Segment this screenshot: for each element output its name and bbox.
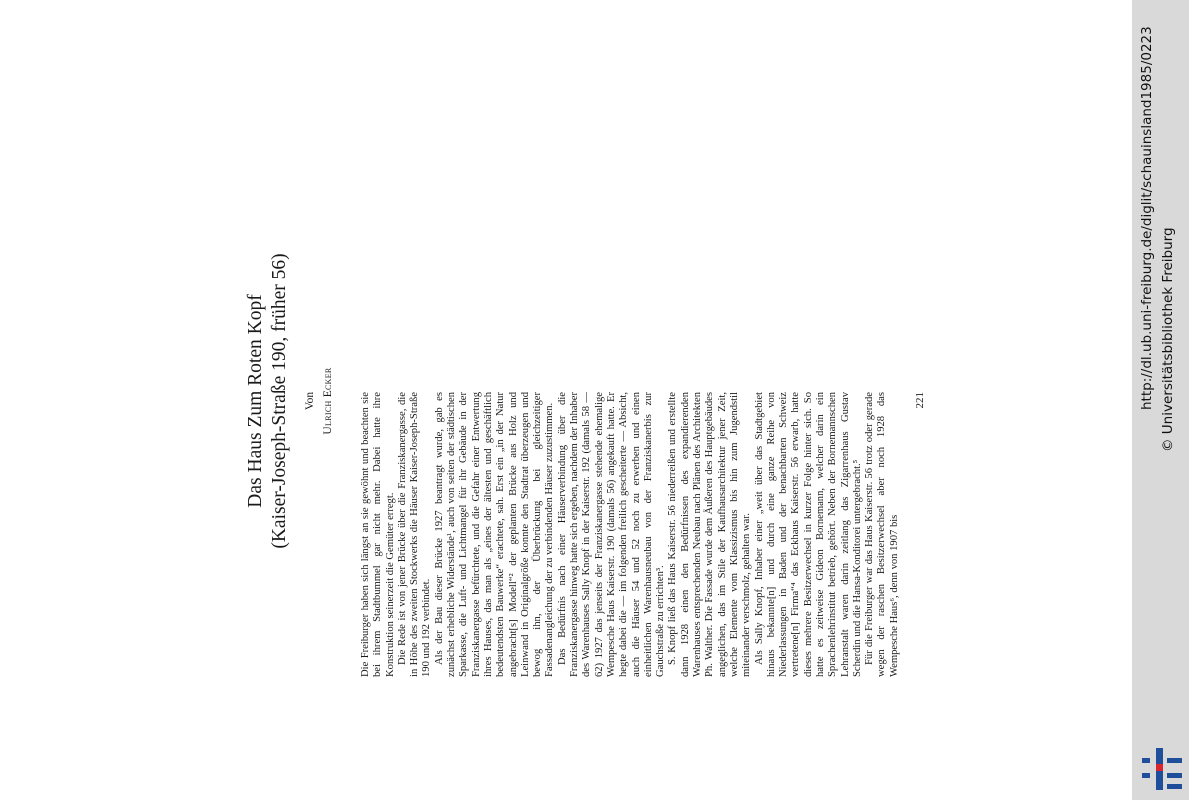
article-title: Das Haus Zum Roten Kopf: [245, 294, 266, 508]
source-url-link[interactable]: http://dl.ub.uni-freiburg.de/diglit/schauinsland1985/0223: [1139, 26, 1155, 410]
library-logo-icon: [1140, 746, 1184, 792]
paragraph: Die Freiburger haben sich längst an sie gewöhnt und beachten sie bei ihrem Stadtbummel gar nicht mehr. Dabei hatte ihre Konstruktion seinerzeit die Gemüter erregt.: [360, 392, 396, 677]
page-number: 221: [914, 392, 926, 409]
paragraph: Für die Freiburger war das Haus Kaiserstr. 56 trotz oder gerade wegen der raschen Besitzerwechsel aber noch 1928 das Wempesche Haus⁶, denn von 1907 bis: [864, 392, 900, 677]
byline-von: Von: [304, 391, 316, 411]
article-block: [244, 125, 944, 677]
paragraph: Als der Bau dieser Brücke 1927 beantragt wurde, gab es zunächst erhebliche Widerstände¹, auch von seiten der städtischen Sparkasse, die Luft- und Lichtmangel für ihr Gebäude in der Franziskanergasse befürchtete, und die Gefahr einer Entwertung ihres Hauses, das man als „eines der ältesten und geschäftlich bedeutendsten Bauwerke“ erachtete, sah. Erst ein „in der Natur angebracht[s] Modell“² der geplanten Brücke aus Holz und Leinwand in Originalgröße konnte den Stadtrat überzeugen und bewog ihn, der Überbrückung bei gleichzeitiger Fassadenangleichung der zu verbindenden Häuser zuzustimmen.: [433, 392, 556, 677]
article-subtitle: (Kaiser-Joseph-Straße 190, früher 56): [269, 253, 290, 549]
paragraph: S. Knopf ließ das Haus Kaiserstr. 56 niederreißen und erstellte dann 1928 einen den Bedürfnissen des expandierenden Warenhauses entsprechenden Neubau nach Plänen des Architekten Ph. Walther. Die Fassade wurde dem Äußeren des Hauptgebäudes angeglichen, das im Stile der Kaufhausarchitektur jener Zeit, welche Elemente vom Klassizismus bis hin zum Jugendstil miteinander verschmolz, gehalten war.: [667, 392, 753, 677]
paragraph: Die Rede ist von jener Brücke über die Franziskanergasse, die in Höhe des zweiten Stockwerks die Häuser Kaiser-Joseph-Straße 190 und 192 verbindet.: [396, 392, 433, 677]
author-name: Ulrich Ecker: [322, 367, 334, 435]
paragraph: Als Sally Knopf, Inhaber einer „weit über das Stadtgebiet hinaus bekannte[n] und durch eine ganze Reihe von Niederlassungen in Baden und der benachbarten Schweiz vertretene[n] Firma“⁴ das Eckhaus Kaiserstr. 56 erwarb, hatte dieses mehrere Besitzerwechsel in kurzer Folge hinter sich. So hatte es zeitweise Gideon Bornemann, welcher darin ein Sprachenlehrinstitut betrieb, gehört. Neben der Bornemannschen Lehranstalt waren darin zeitlang das Zigarrenhaus Gustav Scherdin und die Hansa-Konditorei untergebracht.⁵: [753, 392, 863, 677]
paragraph: Das Bedürfnis nach einer Häuserverbindung über die Franziskanergasse hinweg hatte sich ergeben, nachdem der Inhaber des Warenhauses Sally Knopf in der Kaiserstr. 192 (damals 58 — 62) 1927 das jenseits der Franziskanergasse stehende ehemalige Wempesche Haus Kaiserstr. 190 (damals 56) angekauft hatte. Er hegte dabei die — im folgenden freilich gescheiterte — Absicht, auch die Häuser 54 und 52 noch zu erwerben und einen einheitlichen Warenhausneubau von der Franziskanerbis zur Gauchstraße zu errichten³.: [556, 392, 667, 677]
copyright-notice: © Universitätsbibliothek Freiburg: [1160, 227, 1176, 452]
article-body: [360, 392, 901, 677]
